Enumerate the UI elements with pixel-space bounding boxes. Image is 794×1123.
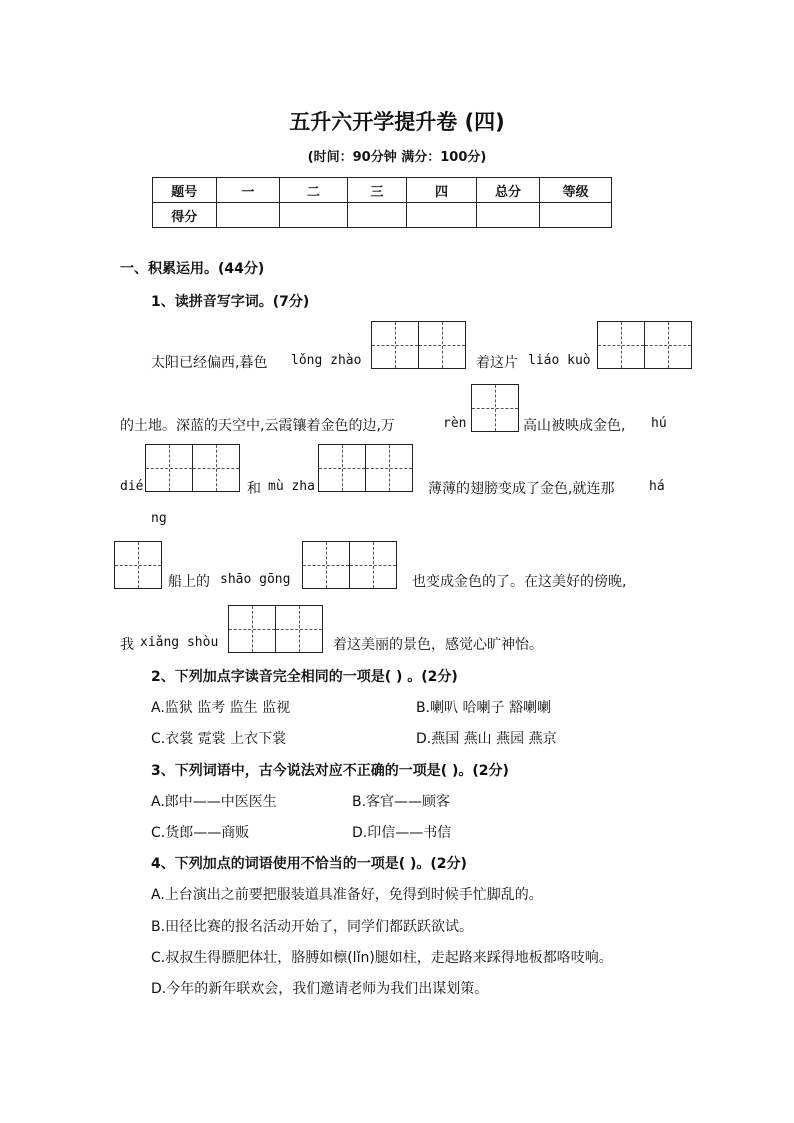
option-a[interactable]: A.监狱 监考 监生 监视 bbox=[151, 700, 291, 716]
answer-grid-hudie[interactable] bbox=[145, 444, 239, 492]
question-3-title: 3、下列词语中，古今说法对应不正确的一项是( )。(2分) bbox=[151, 763, 509, 779]
passage-text: 也变成金色的了。在这美好的傍晚, bbox=[412, 574, 627, 590]
option-b[interactable]: B.喇叭 哈喇子 豁喇喇 bbox=[416, 700, 551, 716]
header-cell: 四 bbox=[407, 178, 477, 203]
score-cell[interactable] bbox=[540, 203, 612, 228]
score-cell[interactable] bbox=[476, 203, 540, 228]
score-table-header-row bbox=[153, 178, 612, 203]
header-cell: 三 bbox=[347, 178, 407, 203]
grid-cell[interactable] bbox=[365, 444, 413, 492]
answer-grid-longzhao[interactable] bbox=[371, 321, 465, 369]
answer-grid-hang[interactable] bbox=[114, 541, 161, 589]
answer-grid-shaogong[interactable] bbox=[302, 541, 396, 589]
header-cell: 等级 bbox=[540, 178, 612, 203]
score-cell[interactable] bbox=[280, 203, 348, 228]
passage-text: 高山被映成金色, bbox=[523, 418, 626, 434]
exam-info: (时间：90分钟 满分：100分) bbox=[307, 150, 487, 165]
grid-cell[interactable] bbox=[597, 321, 645, 369]
pinyin: shāo gōng bbox=[220, 572, 291, 587]
score-table bbox=[152, 177, 612, 228]
grid-cell[interactable] bbox=[471, 384, 519, 432]
option-c[interactable]: C.叔叔生得膘肥体壮，胳膊如檩(lǐn)腿如柱，走起路来踩得地板都咯吱响。 bbox=[151, 950, 613, 966]
passage-text: 和 bbox=[247, 481, 261, 497]
option-d[interactable]: D.印信——书信 bbox=[352, 825, 452, 841]
passage-text: 着这美丽的景色，感觉心旷神怡。 bbox=[333, 637, 543, 653]
header-cell: 一 bbox=[216, 178, 280, 203]
option-d[interactable]: D.今年的新年联欢会，我们邀请老师为我们出谋划策。 bbox=[151, 981, 489, 997]
section-heading: 一、积累运用。(44分) bbox=[120, 261, 265, 277]
option-c[interactable]: C.衣裳 霓裳 上衣下裳 bbox=[151, 731, 287, 747]
grid-cell[interactable] bbox=[192, 444, 240, 492]
pinyin: rèn bbox=[443, 416, 467, 431]
row-label: 得分 bbox=[153, 203, 217, 228]
passage-text: 着这片 bbox=[476, 355, 518, 371]
question-2-title: 2、下列加点字读音完全相同的一项是( ) 。(2分) bbox=[151, 669, 458, 685]
option-b[interactable]: B.田径比赛的报名活动开始了，同学们都跃跃欲试。 bbox=[151, 919, 474, 935]
option-a[interactable]: A.上台演出之前要把服装道具准备好，免得到时候手忙脚乱的。 bbox=[151, 887, 543, 903]
answer-grid-liaokuo[interactable] bbox=[597, 321, 691, 369]
grid-cell[interactable] bbox=[302, 541, 350, 589]
pinyin: há bbox=[649, 479, 665, 494]
pinyin: xiǎng shòu bbox=[140, 635, 219, 650]
header-cell: 总分 bbox=[476, 178, 540, 203]
passage-text: 薄薄的翅膀变成了金色,就连那 bbox=[428, 481, 615, 497]
grid-cell[interactable] bbox=[114, 541, 162, 589]
page-title: 五升六开学提升卷 (四) bbox=[289, 110, 505, 134]
passage-text: 船上的 bbox=[168, 574, 210, 590]
question-4-title: 4、下列加点的词语使用不恰当的一项是( )。(2分) bbox=[151, 856, 467, 872]
option-c[interactable]: C.货郎——商贩 bbox=[151, 825, 250, 841]
pinyin: hú bbox=[651, 416, 667, 431]
grid-cell[interactable] bbox=[418, 321, 466, 369]
pinyin: ng bbox=[151, 511, 167, 526]
grid-cell[interactable] bbox=[275, 605, 323, 653]
option-a[interactable]: A.郎中——中医医生 bbox=[151, 794, 277, 810]
pinyin: mù zha bbox=[268, 479, 315, 494]
pinyin: dié bbox=[120, 479, 144, 494]
passage-text: 我 bbox=[120, 637, 134, 653]
grid-cell[interactable] bbox=[371, 321, 419, 369]
score-cell[interactable] bbox=[347, 203, 407, 228]
option-b[interactable]: B.客官——顾客 bbox=[352, 794, 451, 810]
score-cell[interactable] bbox=[407, 203, 477, 228]
grid-cell[interactable] bbox=[145, 444, 193, 492]
score-cell[interactable] bbox=[216, 203, 280, 228]
option-d[interactable]: D.燕国 燕山 燕园 燕京 bbox=[416, 731, 557, 747]
grid-cell[interactable] bbox=[349, 541, 397, 589]
grid-cell[interactable] bbox=[228, 605, 276, 653]
score-table-row bbox=[153, 203, 612, 228]
pinyin: liáo kuò bbox=[528, 353, 591, 368]
header-cell: 二 bbox=[280, 178, 348, 203]
grid-cell[interactable] bbox=[644, 321, 692, 369]
passage-text: 太阳已经偏西,暮色 bbox=[151, 355, 268, 371]
answer-grid-muzha[interactable] bbox=[318, 444, 412, 492]
question-1-title: 1、读拼音写字词。(7分) bbox=[151, 294, 310, 310]
answer-grid-xiangshou[interactable] bbox=[228, 605, 322, 653]
grid-cell[interactable] bbox=[318, 444, 366, 492]
answer-grid-ren[interactable] bbox=[471, 384, 518, 432]
pinyin: lǒng zhào bbox=[291, 353, 362, 368]
header-cell: 题号 bbox=[153, 178, 217, 203]
passage-text: 的土地。深蓝的天空中,云霞镶着金色的边,万 bbox=[120, 418, 395, 434]
